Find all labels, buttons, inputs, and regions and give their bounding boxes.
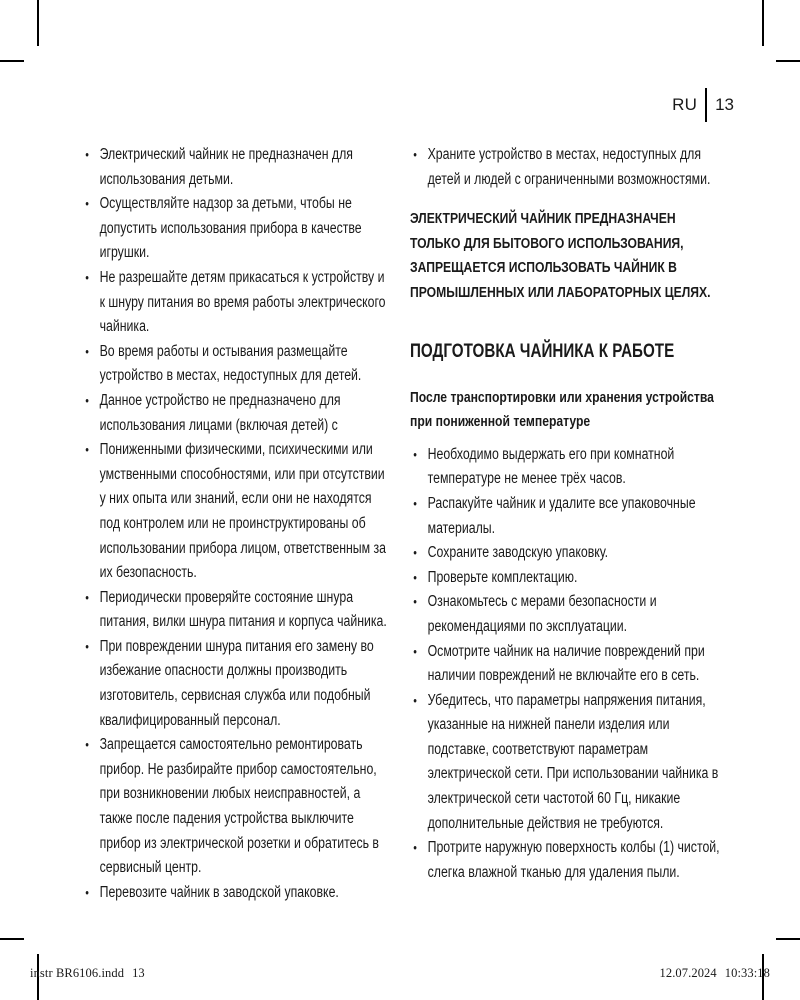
- safety-list: [82, 143, 392, 905]
- left-column: [82, 143, 392, 905]
- subsection-title: После транспортировки или хранения устройства при пониженной температуре: [410, 388, 714, 431]
- list-item: • Проверьте комплектацию.: [410, 566, 722, 591]
- list-item: • Осуществляйте надзор за детьми, чтобы не допустить использования прибора в качестве игрушки.: [82, 192, 392, 266]
- list-item: • Распакуйте чайник и удалите все упаковочные материалы.: [410, 492, 722, 541]
- list-item: • Периодически проверяйте состояние шнура питания, вилки шнура питания и корпуса чайника.: [82, 586, 392, 635]
- list-item: • Пониженными физическими, психическими или умственными способностями, или при отсутствии у них опыта или знаний, если они не находятся под контролем или не проинструктированы об использовании прибора лицом, ответственным за их безопасность.: [82, 438, 392, 586]
- page-header: [672, 88, 734, 122]
- print-slug-file: [30, 966, 145, 981]
- slug-page-number: 13: [132, 966, 145, 980]
- right-column: [410, 143, 722, 885]
- crop-mark: [0, 938, 24, 940]
- file-name: instr BR6106.indd: [30, 966, 125, 980]
- list-item: • Запрещается самостоятельно ремонтировать прибор. Не разбирайте прибор самостоятельно, при возникновении любых неисправностей, а также после падения устройства выключите прибор из электрической розетки и обратитесь в сервисный центр.: [82, 733, 392, 881]
- list-item: • Во время работы и остывания размещайте устройство в местах, недоступных для детей.: [82, 340, 392, 389]
- crop-mark: [37, 0, 39, 46]
- list-item: • Сохраните заводскую упаковку.: [410, 541, 722, 566]
- print-time: 10:33:18: [724, 966, 770, 980]
- language-label: RU: [672, 95, 698, 114]
- list-item: • Убедитесь, что параметры напряжения питания, указанные на нижней панели изделия или подставке, соответствуют параметрам электрической сети. При использовании чайника в электрической сети частотой 60 Гц, никакие дополнительные действия не требуются.: [410, 689, 722, 837]
- header-divider: [705, 88, 707, 122]
- list-item: • Не разрешайте детям прикасаться к устройству и к шнуру питания во время работы электрического чайника.: [82, 266, 392, 340]
- list-item: • Данное устройство не предназначено для использования лицами (включая детей) с: [82, 389, 392, 438]
- storage-list: [410, 143, 722, 192]
- section-title: ПОДГОТОВКА ЧАЙНИКА К РАБОТЕ: [410, 340, 675, 362]
- crop-mark: [762, 0, 764, 46]
- print-slug-datetime: [660, 966, 771, 981]
- list-item: • Ознакомьтесь с мерами безопасности и рекомендациями по эксплуатации.: [410, 590, 722, 639]
- crop-mark: [776, 60, 800, 62]
- list-item: • При повреждении шнура питания его замену во избежание опасности должны производить изготовитель, сервисная служба или подобный квалифицированный персонал.: [82, 635, 392, 733]
- page-number: 13: [715, 95, 734, 114]
- print-date: 12.07.2024: [659, 966, 717, 980]
- list-item: • Перевозите чайник в заводской упаковке.: [82, 881, 392, 906]
- usage-warning: ЭЛЕКТРИЧЕСКИЙ ЧАЙНИК ПРЕДНАЗНАЧЕН ТОЛЬКО ДЛЯ БЫТОВОГО ИСПОЛЬЗОВАНИЯ, ЗАПРЕЩАЕТСЯ ИСПОЛЬЗОВАТЬ ЧАЙНИК В ПРОМЫШЛЕННЫХ ИЛИ ЛАБОРАТОРНЫХ ЦЕЛЯХ.: [410, 210, 711, 301]
- list-item: • Протрите наружную поверхность колбы (1) чистой, слегка влажной тканью для удаления пыли.: [410, 836, 722, 885]
- list-item: • Необходимо выдержать его при комнатной температуре не менее трёх часов.: [410, 443, 722, 492]
- list-item: • Храните устройство в местах, недоступных для детей и людей с ограниченными возможностями.: [410, 143, 722, 192]
- crop-mark: [0, 60, 24, 62]
- list-item: • Осмотрите чайник на наличие повреждений при наличии повреждений не включайте его в сеть.: [410, 640, 722, 689]
- crop-mark: [776, 938, 800, 940]
- list-item: • Электрический чайник не предназначен для использования детьми.: [82, 143, 392, 192]
- preparation-list: [410, 443, 722, 886]
